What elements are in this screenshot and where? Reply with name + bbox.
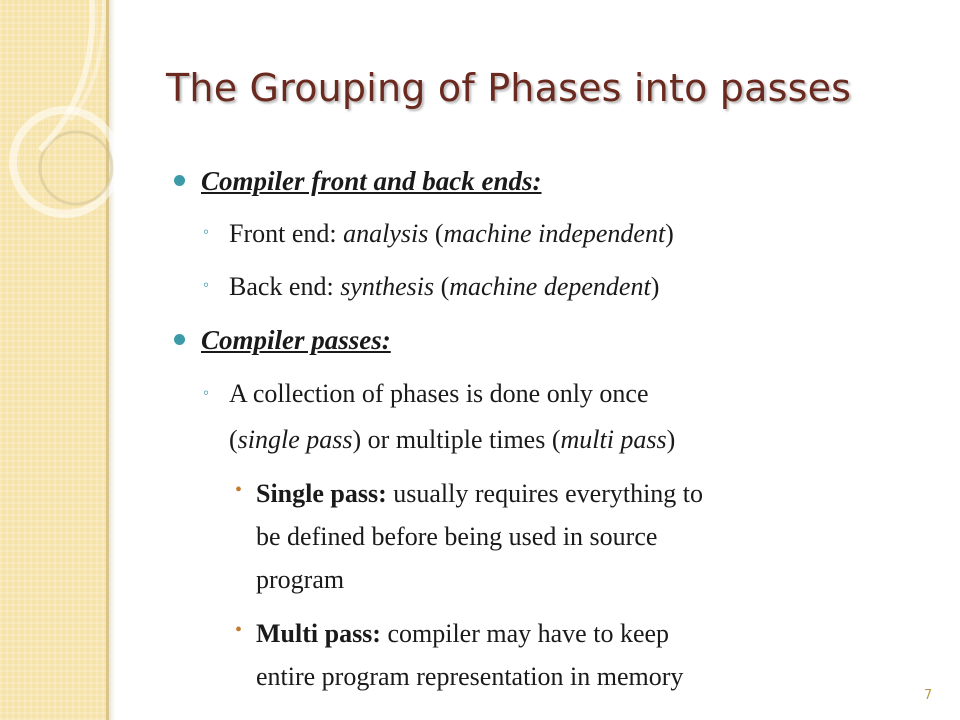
sub-bullet-front-end	[229, 217, 674, 251]
text: )	[666, 425, 676, 454]
text: usually requires everything to	[386, 479, 704, 508]
third-level-bullet: •	[235, 479, 243, 501]
bullet-front-back-ends	[201, 164, 542, 198]
third-level-bullet: •	[235, 619, 243, 641]
text: (	[229, 425, 238, 454]
text: (	[434, 272, 450, 301]
sub-bullet-ring: ◦	[203, 275, 210, 294]
bullet-compiler-passes	[201, 323, 391, 357]
page-number: 7	[924, 688, 933, 703]
emphasis: multi pass	[560, 425, 667, 454]
emphasis: machine dependent	[449, 272, 651, 301]
text: (	[428, 219, 444, 248]
sub-bullet-collection-line2	[229, 423, 675, 457]
text: Front end:	[229, 219, 344, 248]
text: Back end:	[229, 272, 341, 301]
single-pass-line2: be defined before being used in source	[256, 522, 658, 551]
text: compiler may have to keep	[380, 619, 670, 648]
slide-title: The Grouping of Phases into passes	[166, 66, 852, 110]
text: )	[650, 272, 660, 301]
bullet-heading: Compiler passes:	[201, 325, 391, 355]
sub-bullet-back-end	[229, 270, 659, 304]
bullet-dot	[174, 175, 185, 186]
multi-pass-line1	[256, 617, 669, 651]
sub-bullet-ring: ◦	[203, 383, 210, 402]
text: ) or multiple times (	[352, 425, 561, 454]
term-label: Single pass:	[256, 479, 387, 508]
emphasis: single pass	[237, 425, 353, 454]
term-label: Multi pass:	[256, 619, 381, 648]
emphasis: analysis	[343, 219, 429, 248]
single-pass-line3: program	[256, 565, 345, 594]
multi-pass-line2: entire program representation in memory	[256, 662, 684, 691]
sub-bullet-collection-line1: A collection of phases is done only once	[229, 379, 649, 408]
bullet-dot	[174, 334, 185, 345]
text: )	[665, 219, 674, 248]
emphasis: machine independent	[443, 219, 666, 248]
sub-bullet-ring: ◦	[203, 222, 210, 241]
bullet-heading: Compiler front and back ends:	[201, 166, 542, 196]
emphasis: synthesis	[340, 272, 435, 301]
single-pass-line1	[256, 477, 703, 511]
